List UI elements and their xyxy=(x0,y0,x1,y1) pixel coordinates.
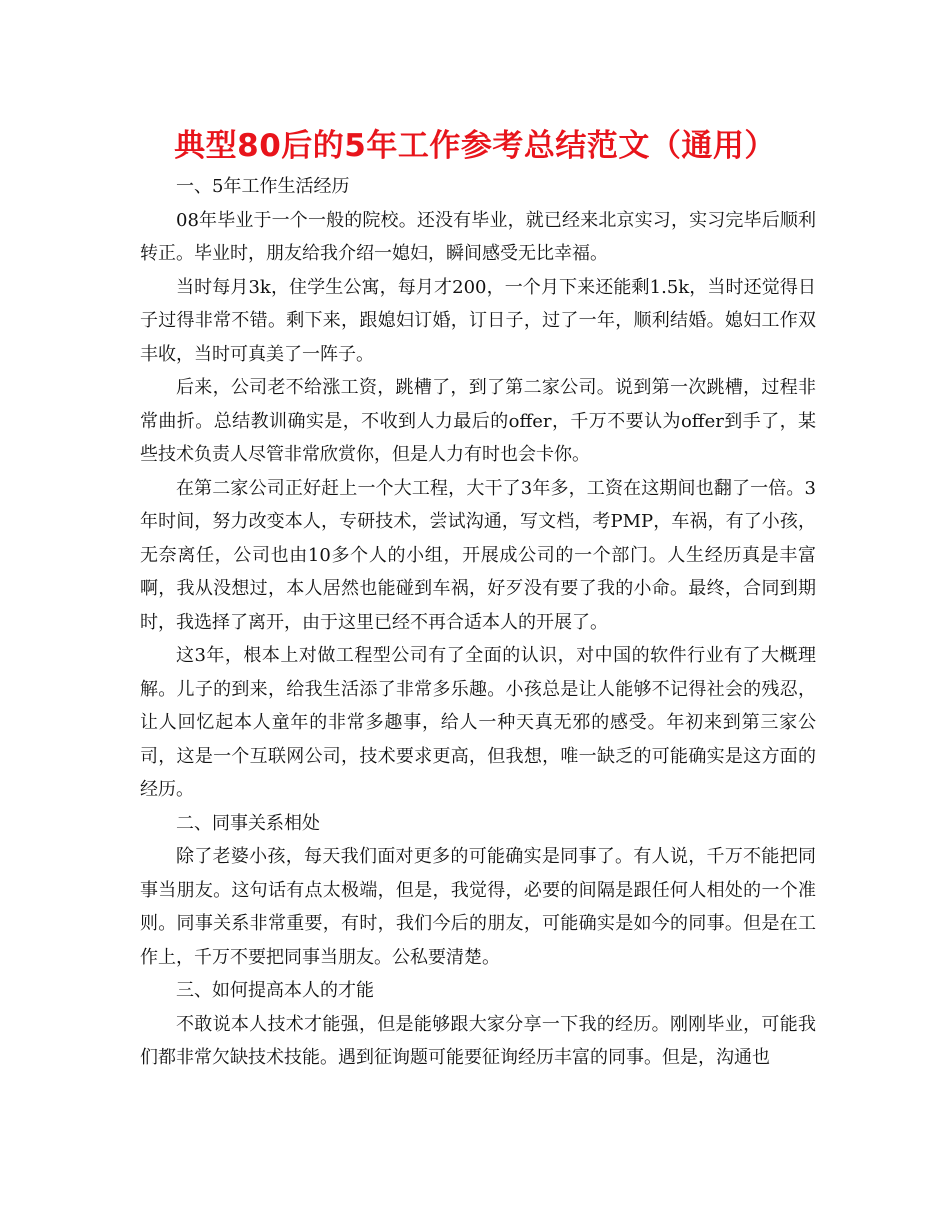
document-title: 典型80后的5年工作参考总结范文（通用） xyxy=(174,128,776,164)
section-heading-1: 一、5年工作生活经历 xyxy=(176,176,350,197)
paragraph-second-company: 在第二家公司正好赶上一个大工程，大干了3年多，工资在这期间也翻了一倍。3年时间，努力改变本人，专研技术，尝试沟通，写文档，考PMP，车祸，有了小孩，无奈离任，公司也由10多个人的小组，开展成公司的一个部门。人生经历真是丰富啊，我从没想过，本人居然也能碰到车祸，好歹没有要了我的小命。最终，合同到期时，我选择了离开，由于这里已经不再合适本人的开展了。 xyxy=(140,477,816,633)
paragraph-graduation: 08年毕业于一个一般的院校。还没有毕业，就已经来北京实习，实习完毕后顺利转正。毕业时，朋友给我介绍一媳妇，瞬间感受无比幸福。 xyxy=(140,209,816,264)
paragraph-improve-skills: 不敢说本人技术才能强，但是能够跟大家分享一下我的经历。刚刚毕业，可能我们都非常欠缺技术技能。遇到征询题可能要征询经历丰富的同事。但是，沟通也 xyxy=(140,1013,816,1068)
paragraph-three-years: 这3年，根本上对做工程型公司有了全面的认识，对中国的软件行业有了大概理解。儿子的到来，给我生活添了非常多乐趣。小孩总是让人能够不记得社会的残忍，让人回忆起本人童年的非常多趣事，给人一种天真无邪的感受。年初来到第三家公司，这是一个互联网公司，技术要求更高，但我想，唯一缺乏的可能确实是这方面的经历。 xyxy=(140,645,816,800)
section-heading-2: 二、同事关系相处 xyxy=(176,812,320,834)
paragraph-colleagues: 除了老婆小孩，每天我们面对更多的可能确实是同事了。有人说，千万不能把同事当朋友。这句话有点太极端，但是，我觉得，必要的间隔是跟任何人相处的一个准则。同事关系非常重要，有时，我们今后的朋友，可能确实是如今的同事。但是在工作上，千万不要把同事当朋友。公私要清楚。 xyxy=(140,846,816,968)
section-heading-3: 三、如何提高本人的才能 xyxy=(176,980,374,1001)
paragraph-job-change: 后来，公司老不给涨工资，跳槽了，到了第二家公司。说到第一次跳槽，过程非常曲折。总结教训确实是，不收到人力最后的offer，千万不要认为offer到手了，某些技术负责人尽管非常欣赏你，但是人力有时也会卡你。 xyxy=(140,377,816,465)
document-body xyxy=(140,170,816,1075)
paragraph-salary: 当时每月3k，住学生公寓，每月才200，一个月下来还能剩1.5k，当时还觉得日子过得非常不错。剩下来，跟媳妇订婚，订日子，过了一年，顺利结婚。媳妇工作双丰收，当时可真美了一阵子。 xyxy=(140,276,816,365)
